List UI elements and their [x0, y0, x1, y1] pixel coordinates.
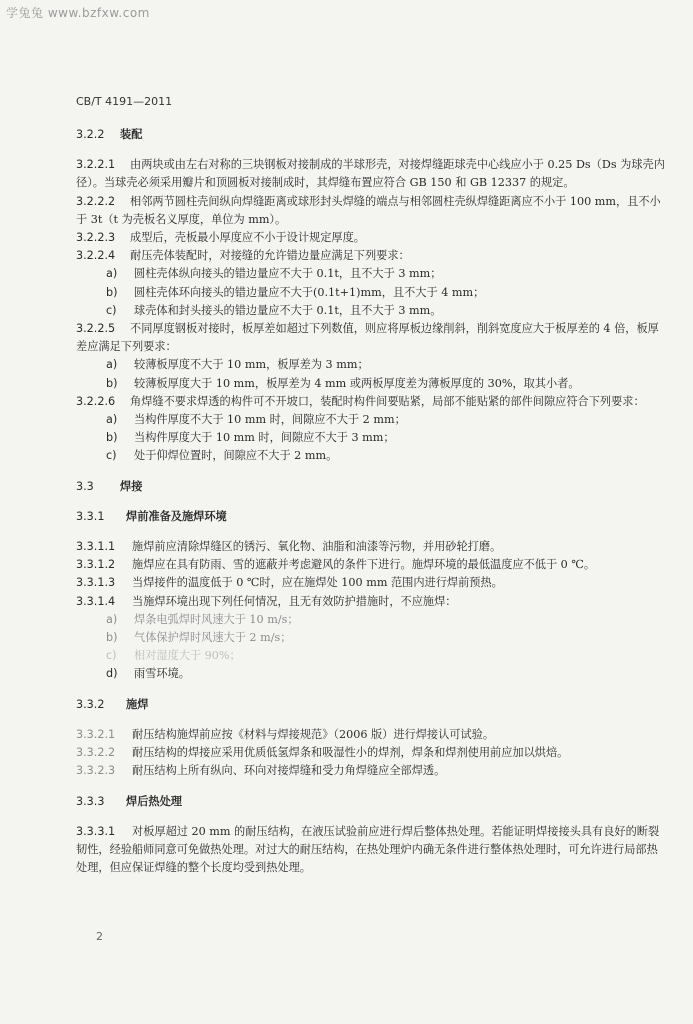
section-number: 3.3.3: [76, 794, 105, 808]
list-item-text: 当构件厚度大于 10 mm 时，间隙应不大于 3 mm；: [134, 431, 395, 445]
clause-3-2-2-2: [76, 193, 666, 229]
list-marker: a): [106, 612, 118, 626]
list-marker: b): [106, 285, 118, 299]
document-code-header: CB/T 4191—2011: [76, 95, 173, 108]
list-item: [76, 429, 666, 447]
list-item-text: 处于仰焊位置时，间隙应不大于 2 mm。: [134, 449, 338, 463]
clause-text: 角焊缝不要求焊透的构件可不开坡口，装配时构件间要贴紧，局部不能贴紧的部件间隙应符合下列要求：: [130, 394, 645, 408]
list-item-text: 圆柱壳体环向接头的错边量应不大于(0.1t+1)mm，且不大于 4 mm；: [134, 285, 485, 299]
list-item-text: 焊条电弧焊时风速大于 10 m/s；: [134, 612, 299, 626]
list-marker: b): [106, 631, 118, 645]
clause-text: 由两块或由左右对称的三块钢板对接制成的半球形壳，对接焊缝距球壳中心线应小于 0.25 Ds（Ds 为球壳内径）。当球壳必须采用瓣片和顶圆板对接制成时，其焊缝布置应符合 GB 150 和 GB 12337 的规定。: [76, 158, 665, 190]
list-item-text: 圆柱壳体纵向接头的错边量应不大于 0.1t，且不大于 3 mm；: [134, 267, 442, 281]
list-item: [76, 302, 666, 320]
clause-3-2-2-6: [76, 393, 666, 411]
clause-text: 耐压结构施焊前应按《材料与焊接规范》（2006 版）进行焊接认可试验。: [132, 727, 495, 741]
section-number: 3.3.1: [76, 509, 105, 523]
list-item-text: 雨雪环境。: [134, 667, 190, 681]
section-heading-3-2-2: [76, 126, 666, 144]
section-number: 3.3: [76, 479, 94, 493]
clause-number: 3.2.2.3: [76, 231, 116, 245]
clause-text: 施焊应在具有防雨、雪的遮蔽并考虑避风的条件下进行。施焊环境的最低温度应不低于 0 ℃。: [132, 558, 596, 572]
clause-3-3-1-2: [76, 556, 666, 574]
list-marker: b): [106, 376, 118, 390]
clause-text: 不同厚度钢板对接时，板厚差如超过下列数值，则应将厚板边缘削斜，削斜宽度应大于板厚差的 4 倍，板厚差应满足下列要求：: [76, 322, 659, 354]
list-item-text: 当构件厚度不大于 10 mm 时，间隙应不大于 2 mm；: [134, 413, 406, 427]
list-item: [76, 647, 666, 665]
list-marker: a): [106, 267, 118, 281]
list-item-text: 相对湿度大于 90%；: [134, 649, 241, 663]
clause-text: 相邻两节圆柱壳间纵向焊缝距离或球形封头焊缝的端点与相邻圆柱壳纵焊缝距离应不小于 100 mm，且不小于 3t（t 为壳板名义厚度，单位为 mm）。: [76, 194, 661, 226]
clause-number: 3.3.3.1: [76, 824, 116, 838]
clause-text: 耐压结构的焊接应采用优质低氢焊条和吸湿性小的焊剂，焊条和焊剂使用前应加以烘焙。: [132, 746, 569, 760]
section-title: 施焊: [126, 697, 149, 711]
clause-text: 成型后，壳板最小厚度应不小于设计规定厚度。: [130, 231, 365, 245]
clause-3-3-3-1: [76, 823, 666, 878]
section-heading-3-3-1: [76, 508, 666, 526]
clause-text: 对板厚超过 20 mm 的耐压结构，在液压试验前应进行焊后整体热处理。若能证明焊接接头具有良好的断裂韧性，经验船师同意可免做热处理。对过大的耐压结构，在热处理炉内确无条件进行整体热处理时，可允许进行局部热处理，但应保证焊缝的整个长度均受到热处理。: [76, 824, 660, 875]
list-item: [76, 375, 666, 393]
watermark: 学兔兔 www.bzfxw.com: [6, 6, 150, 20]
list-item: [76, 411, 666, 429]
clause-number: 3.3.1.3: [76, 576, 116, 590]
list-item-text: 较薄板厚度大于 10 mm，板厚差为 4 mm 或两板厚度差为薄板厚度的 30%，取其小者。: [134, 376, 580, 390]
section-title: 装配: [120, 128, 143, 141]
section-number: 3.2.2: [76, 128, 105, 141]
clause-number: 3.2.2.4: [76, 249, 116, 263]
list-marker: c): [106, 649, 117, 663]
list-marker: a): [106, 413, 118, 427]
clause-3-2-2-5: [76, 320, 666, 356]
list-marker: a): [106, 358, 118, 372]
clause-text: 当施焊环境出现下列任何情况，且无有效防护措施时，不应施焊：: [132, 594, 457, 608]
clause-3-2-2-4: [76, 247, 666, 265]
clause-number: 3.2.2.2: [76, 194, 116, 208]
section-number: 3.3.2: [76, 697, 105, 711]
section-title: 焊接: [120, 479, 143, 493]
list-item: [76, 611, 666, 629]
clause-number: 3.2.2.6: [76, 394, 116, 408]
list-item: [76, 356, 666, 374]
list-item: [76, 447, 666, 465]
clause-number: 3.3.2.3: [76, 764, 116, 778]
list-item: [76, 629, 666, 647]
clause-number: 3.3.1.4: [76, 594, 116, 608]
list-item-text: 球壳体和封头接头的错边量应不大于 0.1t，且不大于 3 mm。: [134, 303, 442, 317]
list-item: [76, 665, 666, 683]
document-body: [76, 126, 666, 877]
clause-number: 3.3.2.1: [76, 727, 116, 741]
clause-text: 当焊接件的温度低于 0 ℃时，应在施焊处 100 mm 范围内进行焊前预热。: [132, 576, 503, 590]
clause-3-3-2-2: [76, 744, 666, 762]
clause-number: 3.2.2.5: [76, 322, 116, 336]
list-item-text: 气体保护焊时风速大于 2 m/s；: [134, 631, 292, 645]
clause-3-3-1-4: [76, 593, 666, 611]
clause-3-3-2-3: [76, 762, 666, 780]
list-marker: c): [106, 303, 117, 317]
list-item-text: 较薄板厚度不大于 10 mm，板厚差为 3 mm；: [134, 358, 369, 372]
list-marker: d): [106, 667, 118, 681]
section-title: 焊后热处理: [126, 794, 182, 808]
clause-number: 3.3.1.1: [76, 540, 116, 554]
clause-number: 3.3.1.2: [76, 558, 116, 572]
clause-number: 3.2.2.1: [76, 158, 116, 172]
clause-text: 施焊前应清除焊缝区的锈污、氧化物、油脂和油漆等污物，并用砂轮打磨。: [132, 540, 502, 554]
section-title: 焊前准备及施焊环境: [126, 509, 227, 523]
list-marker: c): [106, 449, 117, 463]
clause-3-3-1-1: [76, 538, 666, 556]
section-heading-3-3-3: [76, 793, 666, 811]
clause-3-3-2-1: [76, 726, 666, 744]
list-item: [76, 284, 666, 302]
list-marker: b): [106, 431, 118, 445]
clause-3-2-2-3: [76, 229, 666, 247]
clause-text: 耐压壳体装配时，对接缝的允许错边量应满足下列要求：: [130, 249, 410, 263]
list-item: [76, 265, 666, 283]
clause-text: 耐压结构上所有纵向、环向对接焊缝和受力角焊缝应全部焊透。: [132, 764, 446, 778]
section-heading-3-3-2: [76, 696, 666, 714]
page-number: 2: [96, 930, 103, 943]
section-heading-3-3: [76, 478, 666, 496]
clause-3-2-2-1: [76, 156, 666, 192]
clause-number: 3.3.2.2: [76, 746, 116, 760]
clause-3-3-1-3: [76, 574, 666, 592]
